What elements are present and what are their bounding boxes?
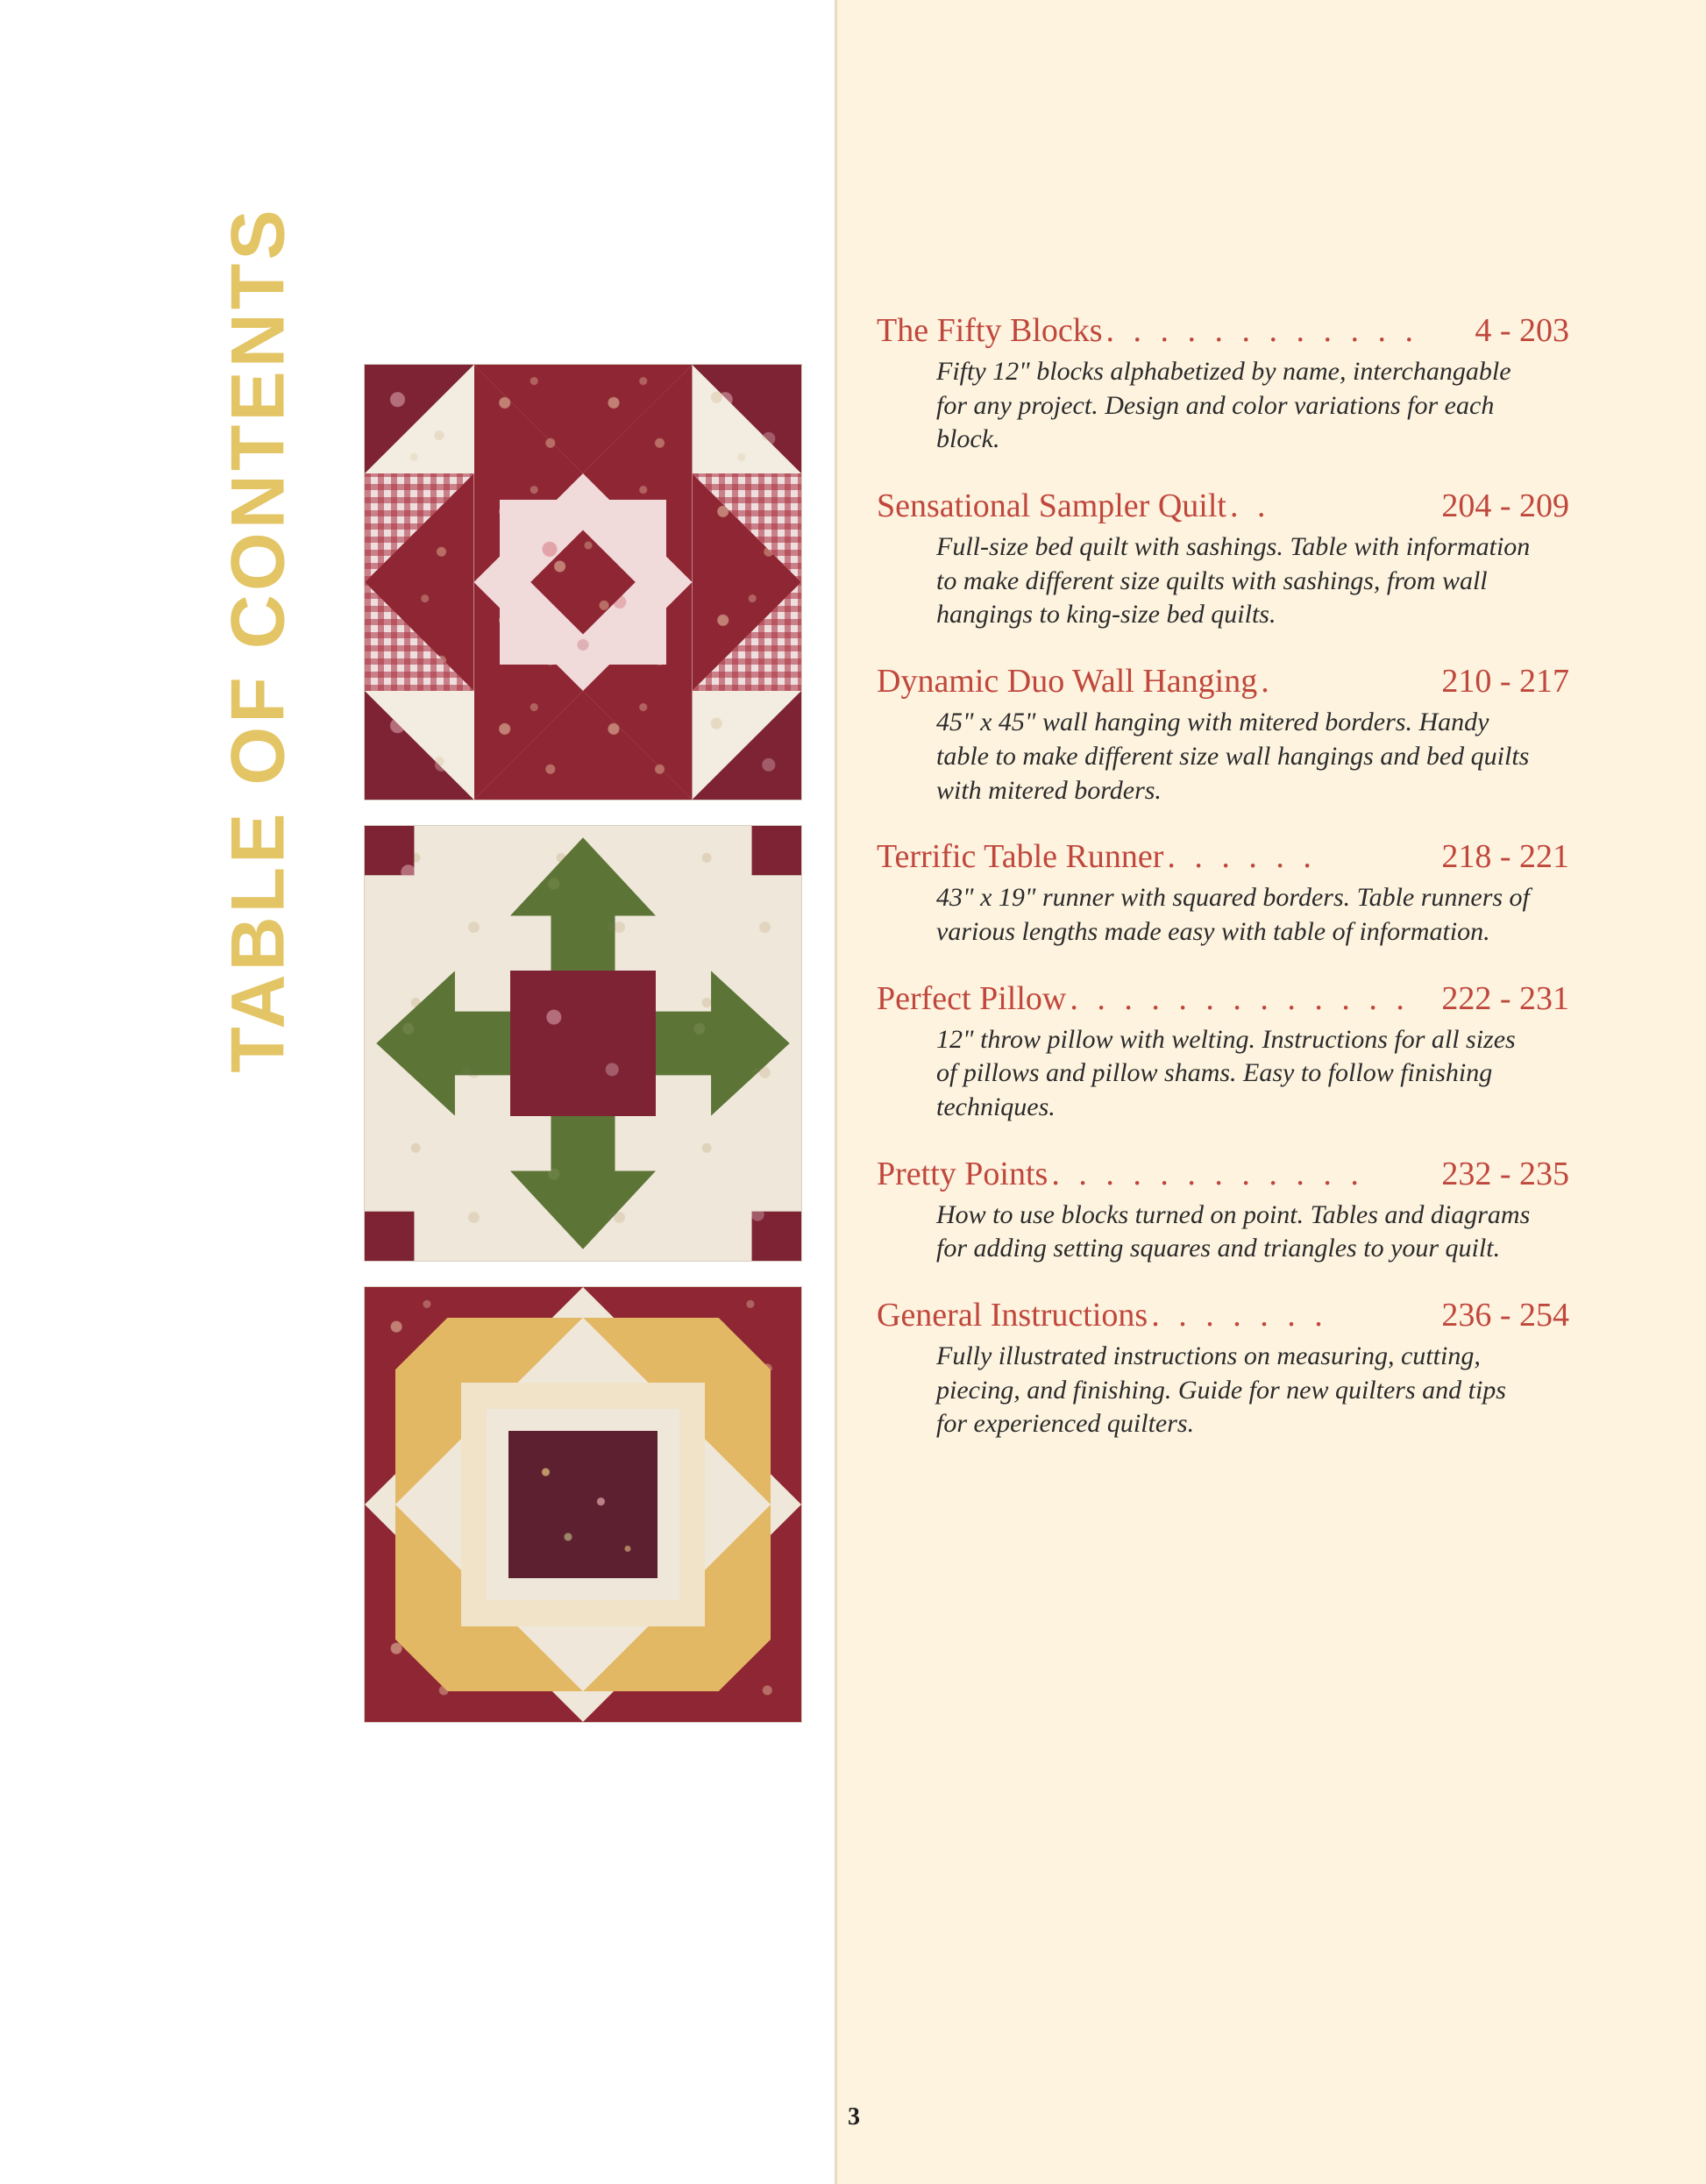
toc-entry-title: Sensational Sampler Quilt xyxy=(877,487,1226,525)
toc-entry-title: Dynamic Duo Wall Hanging xyxy=(877,663,1258,701)
toc-entry-dots: . . . . . . . xyxy=(1151,1297,1328,1334)
toc-entry-description: How to use blocks turned on point. Tables and diagrams for adding setting squares and triangles to your quilt. xyxy=(936,1199,1531,1263)
toc-entry-header xyxy=(877,837,1569,876)
toc-entry-pages: 204 - 209 xyxy=(1441,487,1569,525)
toc-entry-description: Full-size bed quilt with sashings. Table with information to make different size quilts with sashings, from wall hangings to king-size bed quilts. xyxy=(936,532,1531,630)
page-title: TABLE OF CONTENTS xyxy=(216,206,301,1073)
toc-entry-pages: 232 - 235 xyxy=(1441,1155,1569,1192)
toc-entry[interactable] xyxy=(877,837,1569,949)
toc-entry-header xyxy=(877,311,1569,350)
toc-entry-pages: 222 - 231 xyxy=(1441,979,1569,1017)
toc-entry-pages: 4 - 203 xyxy=(1475,312,1569,349)
quilt-block-green-arrows xyxy=(364,825,802,1262)
toc-entry[interactable] xyxy=(877,1296,1569,1441)
toc-entry-description: 12" throw pillow with welting. Instructions for all sizes of pillows and pillow shams. Easy to follow finishing techniques. xyxy=(936,1024,1516,1121)
toc-entry-dots: . . . . . . xyxy=(1167,838,1317,876)
page-number: 3 xyxy=(848,2103,860,2131)
toc-entry-header xyxy=(877,1155,1569,1193)
toc-entry-title: Perfect Pillow xyxy=(877,979,1067,1017)
toc-entry-header xyxy=(877,662,1569,701)
toc-entry-description: 45" x 45" wall hanging with mitered borders. Handy table to make different size wall hangings and bed quilts with mitered borders. xyxy=(936,708,1530,805)
toc-entry-dots: . xyxy=(1261,663,1275,701)
toc-entry-description: Fully illustrated instructions on measuring, cutting, piecing, and finishing. Guide for new quilters and tips for experienced quilters. xyxy=(936,1341,1506,1439)
toc-entry[interactable] xyxy=(877,487,1569,632)
quilt-block-gallery xyxy=(364,364,802,1747)
toc-entry[interactable] xyxy=(877,311,1569,457)
quilt-block-gold-square-in-square xyxy=(364,1286,802,1723)
toc-entry[interactable] xyxy=(877,979,1569,1125)
toc-entry-title: Terrific Table Runner xyxy=(877,838,1164,876)
quilt-block-star-red-pink xyxy=(364,364,802,800)
toc-entry-dots: . . . . . . . . . . . . xyxy=(1105,312,1419,349)
toc-entry-dots: . . . . . . . . . . . . xyxy=(1051,1155,1364,1192)
toc-entry-pages: 218 - 221 xyxy=(1441,838,1569,876)
toc-entry-title: General Instructions xyxy=(877,1297,1148,1334)
toc-entry-title: Pretty Points xyxy=(877,1155,1048,1192)
toc-entry-pages: 236 - 254 xyxy=(1441,1297,1569,1334)
toc-entry-pages: 210 - 217 xyxy=(1441,663,1569,701)
toc-entry-header xyxy=(877,487,1569,525)
toc-entry-description: Fifty 12" blocks alphabetized by name, interchangable for any project. Design and color variations for each block. xyxy=(936,357,1511,454)
toc-entry-title: The Fifty Blocks xyxy=(877,312,1103,349)
toc-entry[interactable] xyxy=(877,662,1569,807)
toc-entry-description: 43" x 19" runner with squared borders. Table runners of various lengths made easy with table of information. xyxy=(936,883,1530,946)
toc-entry-dots: . . . . . . . . . . . . . xyxy=(1070,979,1410,1017)
table-of-contents-list xyxy=(877,311,1569,1471)
toc-entry-header xyxy=(877,979,1569,1018)
toc-entry-header xyxy=(877,1296,1569,1334)
toc-entry-dots: . . xyxy=(1229,487,1271,525)
toc-entry[interactable] xyxy=(877,1155,1569,1266)
